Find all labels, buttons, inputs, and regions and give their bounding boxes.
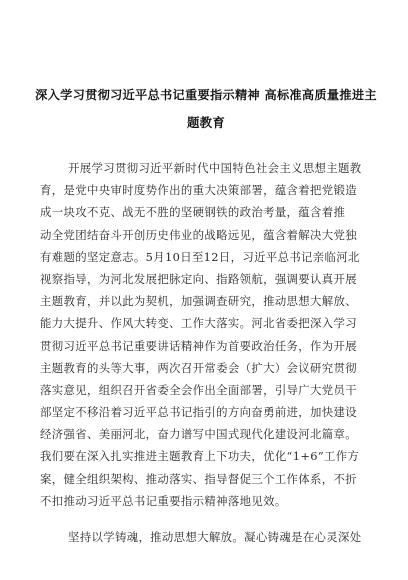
- paragraph-line: 部坚定不移沿着习近平总书记指引的方向奋勇前进，加快建设: [40, 405, 357, 420]
- paragraph-line: 主题教育的头等大事，两次召开常委会（扩大）会议研究贯彻: [40, 360, 357, 375]
- paragraph-1: [40, 157, 370, 512]
- title-line: 深入学习贯彻习近平总书记重要指示精神 高标准高质量推进主: [35, 88, 377, 102]
- document-title: [34, 82, 378, 136]
- paragraph-line: 主题教育，并以此为契机，加强调查研究，推动思想大解放、: [40, 294, 357, 309]
- paragraph-line: 开展学习贯彻习近平新时代中国特色社会主义思想主题教: [68, 161, 362, 175]
- paragraph-line: 不扣推动习近平总书记重要指示精神落地见效。: [40, 493, 287, 508]
- paragraph-line: 能力大提升、作风大转变、工作大落实。河北省委把深入学习: [40, 316, 357, 331]
- paragraph-line: 动全党团结奋斗开创历史伟业的战略远见，蕴含着解决大党独: [40, 227, 357, 242]
- paragraph-line: 案，健全组织架构、推动落实、指导督促三个工作体系，不折: [40, 471, 357, 486]
- paragraph-line: 落实意见，组织召开省委全会作出全面部署，引导广大党员干: [40, 382, 357, 397]
- paragraph-2: [40, 526, 370, 548]
- paragraph-line: 坚持以学铸魂，推动思想大解放。凝心铸魂是在心灵深处: [68, 530, 362, 544]
- paragraph-line: 经济强省、美丽河北，奋力谱写中国式现代化建设河北篇章。: [40, 427, 357, 442]
- paragraph-line: 有难题的坚定意志。5月10日至12日，习近平总书记亲临河北: [40, 249, 360, 264]
- title-line: 题教育: [186, 115, 226, 130]
- paragraph-line: 贯彻习近平总书记重要讲话精神作为首要政治任务，作为开展: [40, 338, 357, 353]
- paragraph-line: 育，是党中央审时度势作出的重大决策部署，蕴含着把党锻造: [40, 183, 357, 198]
- paragraph-line: 我们要在深入扎实推进主题教育上下功夫，优化“1+6”工作方: [40, 449, 360, 464]
- paragraph-line: 成一块攻不克、战无不胜的坚硬钢铁的政治考量，蕴含着推: [40, 205, 346, 220]
- paragraph-line: 视察指导，为河北发展把脉定向、指路领航，强调要认真开展: [40, 271, 357, 286]
